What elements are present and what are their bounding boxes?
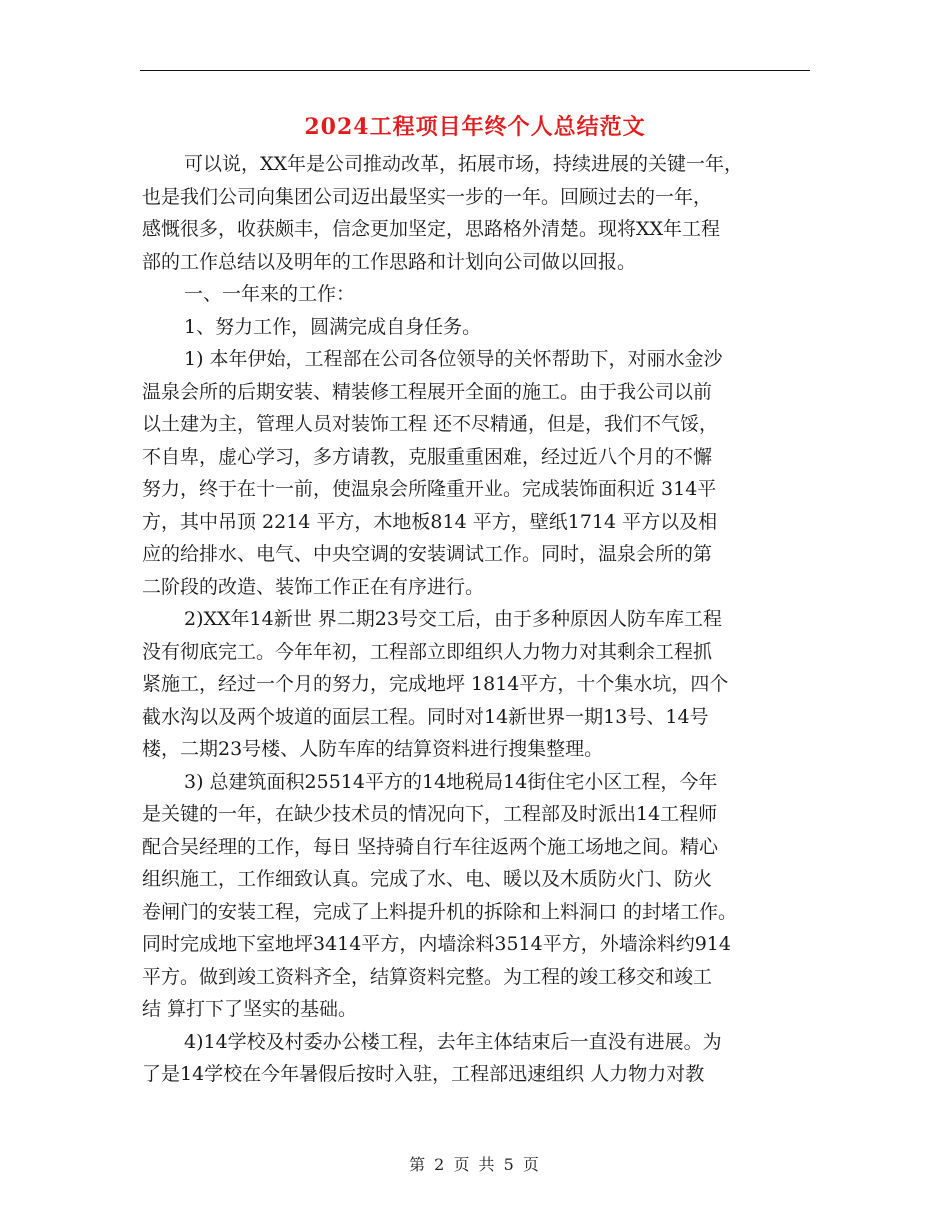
paragraph-line: 紧施工，经过一个月的努力，完成地坪 1814平方，十个集水坑，四个 [142,673,729,695]
paragraph-line: 也是我们公司向集团公司迈出最坚实一步的一年。回顾过去的一年， [142,185,713,208]
paragraph-line: 努力，终于在十一前，使温泉会所隆重开业。完成装饰面积近 314平 [142,478,717,500]
paragraph-line: 方，其中吊顶 2214 平方，木地板814 平方，壁纸1714 平方以及相 [142,510,718,533]
paragraph-line: 是关键的一年，在缺少技术员的情况向下，工程部及时派出14工程师 [142,803,718,825]
section-heading: 一、一年来的工作： [184,283,356,305]
paragraph-line: 二阶段的改造、装饰工作正在有序进行。 [142,575,485,598]
paragraph-line: 配合吴经理的工作，每日 坚持骑自行车往返两个施工场地之间。精心 [142,835,719,858]
paragraph-line: 平方。做到竣工资料齐全，结算资料完整。为工程的竣工移交和竣工 [142,965,713,988]
paragraph-line: 没有彻底完工。今年年初，工程部立即组织人力物力对其剩余工程抓 [142,640,713,663]
document-body [142,148,812,1091]
subsection-heading: 1、努力工作，圆满完成自身任务。 [184,315,482,338]
paragraph-line: 了是14学校在今年暑假后按时入驻，工程部迅速组织 人力物力对教 [142,1063,705,1085]
paragraph-line: 4)14学校及村委办公楼工程，去年主体结束后一直没有进展。为 [184,1030,722,1053]
paragraph-line: 部的工作总结以及明年的工作思路和计划向公司做以回报。 [142,250,637,273]
page-footer: 第 2 页 共 5 页 [409,1155,541,1174]
paragraph-line: 应的给排水、电气、中央空调的安装调试工作。同时，温泉会所的第 [142,543,713,565]
document-title: 2024工程项目年终个人总结范文 [304,114,646,140]
paragraph-line: 不自卑，虚心学习，多方请教，克服重重困难，经过近八个月的不懈 [142,445,713,468]
header-rule [140,70,810,71]
paragraph-line: 截水沟以及两个坡道的面层工程。同时对14新世界一期13号、14号 [142,705,709,728]
paragraph-line: 1) 本年伊始，工程部在公司各位领导的关怀帮助下，对丽水金沙 [184,348,723,370]
paragraph-line: 感慨很多，收获颇丰，信念更加坚定，思路格外清楚。现将XX年工程 [142,218,721,240]
paragraph-line: 3) 总建筑面积25514平方的14地税局14街住宅小区工程，今年 [184,770,718,793]
paragraph-line: 结 算打下了坚实的基础。 [142,998,358,1020]
paragraph-line: 楼，二期23号楼、人防车库的结算资料进行搜集整理。 [142,738,604,760]
paragraph-line: 组织施工，工作细致认真。完成了水、电、暖以及木质防火门、防火 [142,868,713,890]
paragraph-line: 可以说，XX年是公司推动改革，拓展市场，持续进展的关键一年， [184,153,744,175]
paragraph-line: 以土建为主，管理人员对装饰工程 还不尽精通，但是，我们不气馁， [142,413,719,435]
paragraph-line: 同时完成地下室地坪3414平方，内墙涂料3514平方，外墙涂料约914 [142,933,731,955]
paragraph-line: 温泉会所的后期安装、精装修工程展开全面的施工。由于我公司以前 [142,380,713,403]
paragraph-line: 2)XX年14新世 界二期23号交工后，由于多种原因人防车库工程 [184,608,722,630]
paragraph-line: 卷闸门的安装工程，完成了上料提升机的拆除和上料洞口 的封堵工作。 [142,900,738,923]
